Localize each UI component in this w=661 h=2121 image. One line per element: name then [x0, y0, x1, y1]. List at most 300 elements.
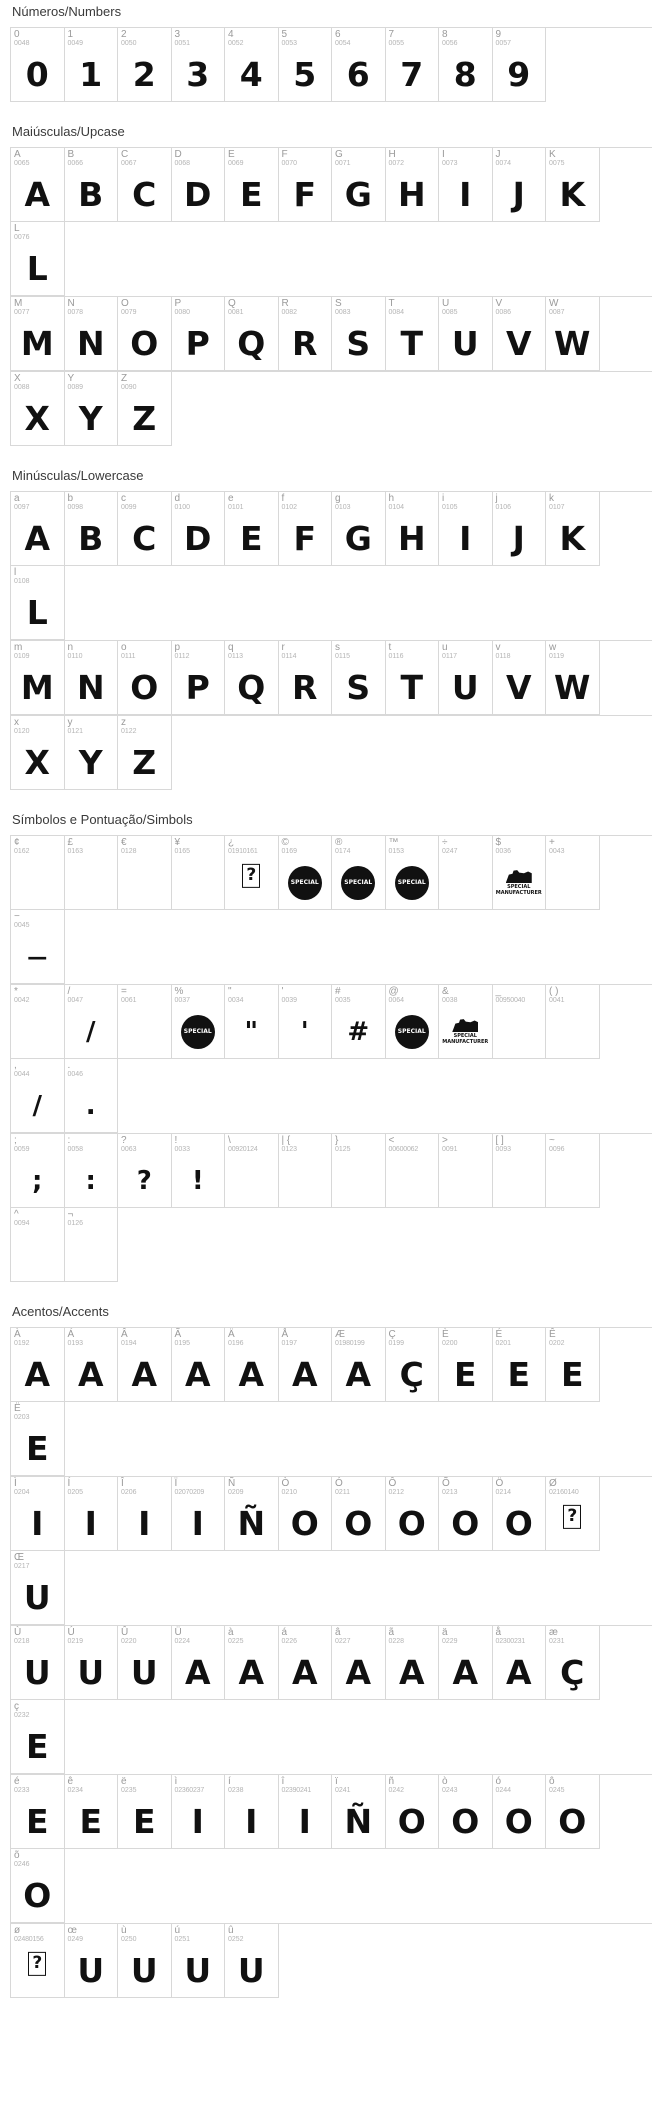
glyph-preview: L [26, 249, 48, 288]
glyph-preview: ' [300, 1016, 309, 1047]
glyph-cell[interactable] [386, 28, 440, 102]
glyph-cell[interactable] [118, 985, 172, 1059]
glyph-cell[interactable] [493, 985, 547, 1059]
glyph-codepoint-label: 02300231 [495, 1638, 526, 1645]
glyph-preview: E [25, 1727, 49, 1766]
glyph-char-label: Â [121, 1329, 128, 1340]
glyph-codepoint-label: 0209 [228, 1489, 244, 1496]
glyph-preview [225, 1154, 278, 1207]
glyph-cell[interactable] [65, 1059, 119, 1133]
glyph-cell[interactable] [546, 641, 600, 715]
glyph-cell[interactable] [118, 28, 172, 102]
glyph-char-label: î [281, 1776, 285, 1787]
glyph-cell[interactable] [493, 297, 547, 371]
glyph-row [10, 1133, 652, 1282]
glyph-char-label: X [14, 373, 21, 384]
glyph-cell[interactable] [11, 641, 65, 715]
glyph-preview: 9 [507, 55, 531, 94]
glyph-preview: U [237, 1951, 265, 1990]
brand-circle-logo-icon [332, 856, 385, 909]
glyph-char-label: à [228, 1627, 234, 1638]
glyph-cell[interactable] [546, 492, 600, 566]
glyph-cell[interactable] [332, 1328, 386, 1402]
glyph-codepoint-label: 0122 [121, 728, 137, 735]
glyph-cell[interactable] [546, 148, 600, 222]
glyph-cell[interactable] [225, 985, 279, 1059]
glyph-codepoint-label: 0061 [121, 997, 137, 1004]
glyph-cell[interactable] [172, 836, 226, 910]
glyph-cell[interactable] [439, 641, 493, 715]
glyph-cell[interactable] [493, 492, 547, 566]
sections-container [10, 4, 661, 1998]
glyph-char-label: Ò [281, 1478, 290, 1489]
glyph-preview: A [291, 1653, 318, 1692]
glyph-char-label: < [388, 1135, 395, 1146]
glyph-cell[interactable] [546, 985, 600, 1059]
glyph-preview: A [24, 1355, 51, 1394]
glyph-cell[interactable] [386, 492, 440, 566]
glyph-char-label: & [442, 986, 449, 997]
glyph-char-label: ì [174, 1776, 178, 1787]
glyph-cell[interactable] [65, 297, 119, 371]
brand-banner-logo-icon [493, 856, 546, 909]
glyph-codepoint-label: 0103 [335, 504, 351, 511]
glyph-preview: ! [191, 1165, 204, 1196]
glyph-char-label: o [121, 642, 127, 653]
brand-banner-line3: MANUFACTURER [442, 1039, 489, 1045]
glyph-cell[interactable] [11, 985, 65, 1059]
glyph-codepoint-label: 0204 [14, 1489, 30, 1496]
glyph-cell[interactable] [65, 1134, 119, 1208]
glyph-cell[interactable] [11, 1849, 65, 1923]
glyph-cell[interactable] [11, 1551, 65, 1625]
glyph-cell[interactable] [225, 1134, 279, 1208]
glyph-preview: I [191, 1802, 204, 1841]
glyph-char-label: ¢ [14, 837, 20, 848]
glyph-cell[interactable] [493, 641, 547, 715]
glyph-char-label: ë [121, 1776, 127, 1787]
glyph-cell[interactable] [439, 1134, 493, 1208]
glyph-cell[interactable] [225, 297, 279, 371]
glyph-preview: O [504, 1802, 533, 1841]
glyph-cell[interactable] [11, 297, 65, 371]
glyph-codepoint-label: 0217 [14, 1563, 30, 1570]
glyph-cell[interactable] [279, 985, 333, 1059]
glyph-preview: O [397, 1802, 426, 1841]
glyph-cell[interactable] [172, 28, 226, 102]
glyph-codepoint-label: 0085 [442, 309, 458, 316]
glyph-cell[interactable] [546, 1626, 600, 1700]
glyph-cell[interactable] [11, 28, 65, 102]
glyph-codepoint-label: 0153 [388, 848, 405, 855]
glyph-row [10, 27, 652, 102]
glyph-cell[interactable] [11, 836, 65, 910]
glyph-codepoint-label: 0251 [174, 1936, 191, 1943]
glyph-cell[interactable] [225, 148, 279, 222]
glyph-cell[interactable] [118, 492, 172, 566]
glyph-cell[interactable] [493, 148, 547, 222]
glyph-cell[interactable] [172, 297, 226, 371]
glyph-codepoint-label: 0113 [228, 653, 244, 660]
glyph-preview: — [27, 944, 48, 969]
glyph-cell[interactable] [65, 836, 119, 910]
glyph-codepoint-label: 0200 [442, 1340, 458, 1347]
glyph-cell[interactable] [279, 1477, 333, 1551]
glyph-preview: S [346, 324, 371, 363]
glyph-cell[interactable] [65, 641, 119, 715]
glyph-codepoint-label: 02070209 [174, 1489, 205, 1496]
glyph-char-label: / [67, 986, 71, 997]
glyph-cell[interactable] [386, 1134, 440, 1208]
glyph-cell[interactable] [546, 1477, 600, 1551]
glyph-codepoint-label: 0199 [388, 1340, 405, 1347]
glyph-codepoint-label: 0086 [495, 309, 512, 316]
glyph-cell[interactable] [332, 641, 386, 715]
glyph-cell[interactable] [225, 1328, 279, 1402]
glyph-char-label: 9 [495, 29, 502, 40]
glyph-cell[interactable] [65, 985, 119, 1059]
glyph-codepoint-label: 0246 [14, 1861, 30, 1868]
glyph-char-label: ç [14, 1701, 19, 1712]
glyph-codepoint-label: 02480156 [14, 1936, 44, 1943]
glyph-cell[interactable] [118, 836, 172, 910]
glyph-preview: " [244, 1016, 259, 1047]
glyph-section [10, 124, 661, 446]
glyph-preview: A [77, 1355, 104, 1394]
glyph-cell[interactable] [172, 641, 226, 715]
glyph-cell[interactable] [332, 297, 386, 371]
glyph-char-label: Û [121, 1627, 129, 1638]
glyph-cell[interactable] [172, 148, 226, 222]
glyph-cell[interactable] [11, 372, 65, 446]
glyph-char-label: C [121, 149, 129, 160]
glyph-cell[interactable] [493, 1626, 547, 1700]
glyph-cell[interactable] [11, 1328, 65, 1402]
glyph-cell[interactable] [65, 372, 119, 446]
glyph-cell[interactable] [386, 148, 440, 222]
glyph-preview: O [344, 1504, 373, 1543]
glyph-preview: E [25, 1429, 49, 1468]
glyph-preview: I [298, 1802, 311, 1841]
glyph-cell[interactable] [11, 1700, 65, 1774]
brand-circle-inner: SPECIAL [341, 866, 375, 900]
glyph-cell[interactable] [279, 1328, 333, 1402]
glyph-preview: G [344, 519, 372, 558]
glyph-char-label: Ù [14, 1627, 22, 1638]
glyph-cell[interactable] [279, 148, 333, 222]
glyph-cell[interactable] [225, 28, 279, 102]
glyph-char-label: ó [495, 1776, 502, 1787]
glyph-char-label: B [67, 149, 75, 160]
glyph-cell[interactable] [225, 836, 279, 910]
glyph-cell[interactable] [332, 148, 386, 222]
glyph-codepoint-label: 0063 [121, 1146, 137, 1153]
glyph-cell[interactable] [172, 1775, 226, 1849]
glyph-codepoint-label: 0117 [442, 653, 458, 660]
glyph-codepoint-label: 0249 [67, 1936, 84, 1943]
glyph-char-label: t [388, 642, 392, 653]
glyph-cell[interactable] [118, 716, 172, 790]
silhouette-icon [506, 869, 532, 883]
glyph-cell[interactable] [439, 985, 493, 1059]
glyph-cell[interactable] [386, 1477, 440, 1551]
glyph-cell[interactable] [439, 28, 493, 102]
glyph-codepoint-label: 0082 [281, 309, 298, 316]
glyph-codepoint-label: 0110 [67, 653, 83, 660]
glyph-preview: W [554, 324, 591, 363]
glyph-cell[interactable] [118, 641, 172, 715]
glyph-codepoint-label: 0128 [121, 848, 137, 855]
glyph-char-label: r [281, 642, 285, 653]
glyph-cell[interactable] [118, 1924, 172, 1998]
glyph-cell[interactable] [386, 985, 440, 1059]
glyph-cell[interactable] [11, 1924, 65, 1998]
glyph-cell[interactable] [225, 641, 279, 715]
glyph-codepoint-label: 0051 [174, 40, 191, 47]
glyph-codepoint-label: 0058 [67, 1146, 84, 1153]
glyph-preview: A [131, 1355, 158, 1394]
glyph-char-label: ï [335, 1776, 338, 1787]
glyph-cell[interactable] [11, 716, 65, 790]
glyph-cell[interactable] [65, 1208, 119, 1282]
glyph-cell[interactable] [493, 28, 547, 102]
glyph-char-label: F [281, 149, 288, 160]
glyph-codepoint-label: 0100 [174, 504, 191, 511]
glyph-cell[interactable] [386, 1626, 440, 1700]
glyph-char-label: Ñ [228, 1478, 236, 1489]
glyph-cell[interactable] [65, 148, 119, 222]
glyph-cell[interactable] [279, 1775, 333, 1849]
glyph-codepoint-label: 0107 [549, 504, 565, 511]
glyph-cell[interactable] [332, 985, 386, 1059]
glyph-cell[interactable] [332, 28, 386, 102]
glyph-cell[interactable] [11, 1059, 65, 1133]
glyph-char-label: ™ [388, 837, 399, 848]
glyph-char-label: _ [495, 986, 502, 997]
glyph-cell[interactable] [386, 641, 440, 715]
glyph-cell[interactable] [225, 1477, 279, 1551]
glyph-cell[interactable] [279, 1134, 333, 1208]
glyph-codepoint-label: 02160140 [549, 1489, 579, 1496]
glyph-cell[interactable] [439, 1626, 493, 1700]
glyph-cell[interactable] [546, 297, 600, 371]
glyph-char-label: W [549, 298, 559, 309]
glyph-cell[interactable] [11, 1775, 65, 1849]
glyph-codepoint-label: 0213 [442, 1489, 458, 1496]
glyph-preview: U [77, 1951, 105, 1990]
glyph-preview: P [185, 668, 210, 707]
glyph-cell[interactable] [439, 1775, 493, 1849]
glyph-codepoint-label: 0203 [14, 1414, 30, 1421]
glyph-codepoint-label: 0065 [14, 160, 30, 167]
glyph-cell[interactable] [11, 222, 65, 296]
glyph-cell[interactable] [11, 492, 65, 566]
glyph-preview: Y [78, 399, 103, 438]
glyph-cell[interactable] [65, 716, 119, 790]
glyph-cell[interactable] [172, 985, 226, 1059]
glyph-cell[interactable] [172, 492, 226, 566]
glyph-cell[interactable] [386, 836, 440, 910]
glyph-char-label: n [67, 642, 74, 653]
glyph-char-label: Å [281, 1329, 289, 1340]
glyph-char-label: ? [121, 1135, 127, 1146]
section-title: Símbolos e Pontuação/Simbols [12, 812, 193, 827]
glyph-cell[interactable] [279, 297, 333, 371]
glyph-cell[interactable] [386, 297, 440, 371]
glyph-cell[interactable] [118, 1328, 172, 1402]
glyph-cell[interactable] [225, 1775, 279, 1849]
glyph-cell[interactable] [546, 1775, 600, 1849]
glyph-cell[interactable] [279, 641, 333, 715]
glyph-codepoint-label: 0193 [67, 1340, 84, 1347]
glyph-char-label: ÷ [442, 837, 448, 848]
glyph-char-label: u [442, 642, 448, 653]
glyph-cell[interactable] [386, 1328, 440, 1402]
glyph-preview: T [400, 324, 423, 363]
glyph-char-label: ® [335, 837, 343, 848]
glyph-preview: B [78, 519, 104, 558]
glyph-cell[interactable] [332, 1134, 386, 1208]
glyph-cell[interactable] [118, 297, 172, 371]
glyph-preview: E [25, 1802, 49, 1841]
glyph-char-label: ä [442, 1627, 448, 1638]
glyph-cell[interactable] [118, 1626, 172, 1700]
glyph-cell[interactable] [11, 910, 65, 984]
glyph-cell[interactable] [332, 1477, 386, 1551]
glyph-cell[interactable] [493, 1477, 547, 1551]
glyph-cell[interactable] [332, 1775, 386, 1849]
glyph-cell[interactable] [65, 1924, 119, 1998]
glyph-char-label: V [495, 298, 503, 309]
glyph-cell[interactable] [332, 1626, 386, 1700]
glyph-cell[interactable] [172, 1924, 226, 1998]
glyph-codepoint-label: 0116 [388, 653, 404, 660]
glyph-codepoint-label: 0126 [67, 1220, 84, 1227]
glyph-char-label: l [14, 567, 17, 578]
glyph-char-label: ø [14, 1925, 21, 1936]
glyph-char-label: a [14, 493, 20, 504]
glyph-cell[interactable] [118, 1775, 172, 1849]
glyph-char-label: f [281, 493, 285, 504]
glyph-codepoint-label: 0101 [228, 504, 244, 511]
glyph-char-label: © [281, 837, 289, 848]
glyph-cell[interactable] [439, 148, 493, 222]
glyph-cell[interactable] [439, 1477, 493, 1551]
glyph-cell[interactable] [493, 836, 547, 910]
glyph-cell[interactable] [439, 836, 493, 910]
glyph-codepoint-label: 0054 [335, 40, 351, 47]
glyph-cell[interactable] [118, 1134, 172, 1208]
glyph-cell[interactable] [11, 1626, 65, 1700]
glyph-cell[interactable] [332, 836, 386, 910]
glyph-char-label: b [67, 493, 74, 504]
glyph-codepoint-label: 0083 [335, 309, 351, 316]
glyph-cell[interactable] [279, 1626, 333, 1700]
glyph-char-label: Á [67, 1329, 75, 1340]
glyph-cell[interactable] [439, 297, 493, 371]
glyph-codepoint-label: 0119 [549, 653, 565, 660]
glyph-preview: P [185, 324, 210, 363]
glyph-codepoint-label: 0073 [442, 160, 458, 167]
glyph-cell[interactable] [118, 148, 172, 222]
glyph-cell[interactable] [493, 1134, 547, 1208]
glyph-cell[interactable] [546, 1134, 600, 1208]
glyph-preview: : [85, 1165, 96, 1196]
glyph-char-label: € [121, 837, 127, 848]
glyph-cell[interactable] [11, 1134, 65, 1208]
glyph-char-label: ¥ [174, 837, 181, 848]
glyph-cell[interactable] [11, 1402, 65, 1476]
glyph-char-label: N [67, 298, 75, 309]
glyph-cell[interactable] [65, 28, 119, 102]
glyph-char-label: H [388, 149, 396, 160]
glyph-char-label: Ü [174, 1627, 182, 1638]
glyph-codepoint-label: 0104 [388, 504, 405, 511]
glyph-preview: # [347, 1016, 370, 1047]
glyph-preview: A [24, 175, 51, 214]
glyph-preview: E [239, 519, 263, 558]
glyph-char-label: Í [67, 1478, 71, 1489]
glyph-cell[interactable] [279, 836, 333, 910]
glyph-cell[interactable] [118, 1477, 172, 1551]
glyph-row [10, 147, 652, 296]
glyph-codepoint-label: 0081 [228, 309, 244, 316]
glyph-cell[interactable] [439, 1328, 493, 1402]
glyph-cell[interactable] [65, 1626, 119, 1700]
glyph-cell[interactable] [386, 1775, 440, 1849]
glyph-cell[interactable] [225, 492, 279, 566]
glyph-preview: A [184, 1355, 211, 1394]
glyph-row [10, 371, 652, 446]
glyph-cell[interactable] [332, 492, 386, 566]
glyph-cell[interactable] [65, 1477, 119, 1551]
glyph-codepoint-label: 0089 [67, 384, 84, 391]
glyph-cell[interactable] [172, 1134, 226, 1208]
glyph-cell[interactable] [493, 1328, 547, 1402]
glyph-char-label: − [14, 911, 20, 922]
glyph-cell[interactable] [118, 372, 172, 446]
glyph-cell[interactable] [11, 566, 65, 640]
glyph-cell[interactable] [65, 1775, 119, 1849]
glyph-cell[interactable] [172, 1626, 226, 1700]
glyph-preview [11, 1005, 64, 1058]
glyph-cell[interactable] [11, 1208, 65, 1282]
glyph-cell[interactable] [439, 492, 493, 566]
glyph-cell[interactable] [546, 1328, 600, 1402]
glyph-cell[interactable] [65, 1328, 119, 1402]
glyph-char-label: [ ] [495, 1135, 504, 1146]
brand-banner-line2: SPECIAL [507, 884, 531, 890]
glyph-cell[interactable] [11, 1477, 65, 1551]
glyph-cell[interactable] [65, 492, 119, 566]
glyph-preview: O [290, 1504, 319, 1543]
glyph-cell[interactable] [279, 28, 333, 102]
glyph-cell[interactable] [172, 1477, 226, 1551]
glyph-preview: O [451, 1802, 480, 1841]
glyph-codepoint-label: 0247 [442, 848, 458, 855]
glyph-preview: I [459, 175, 472, 214]
glyph-cell[interactable] [172, 1328, 226, 1402]
glyph-cell[interactable] [279, 492, 333, 566]
glyph-char-label: y [67, 717, 73, 728]
glyph-cell[interactable] [493, 1775, 547, 1849]
glyph-cell[interactable] [225, 1924, 279, 1998]
glyph-cell[interactable] [11, 148, 65, 222]
brand-circle-inner: SPECIAL [288, 866, 322, 900]
glyph-row [10, 1923, 652, 1998]
glyph-cell[interactable] [225, 1626, 279, 1700]
glyph-cell[interactable] [546, 836, 600, 910]
